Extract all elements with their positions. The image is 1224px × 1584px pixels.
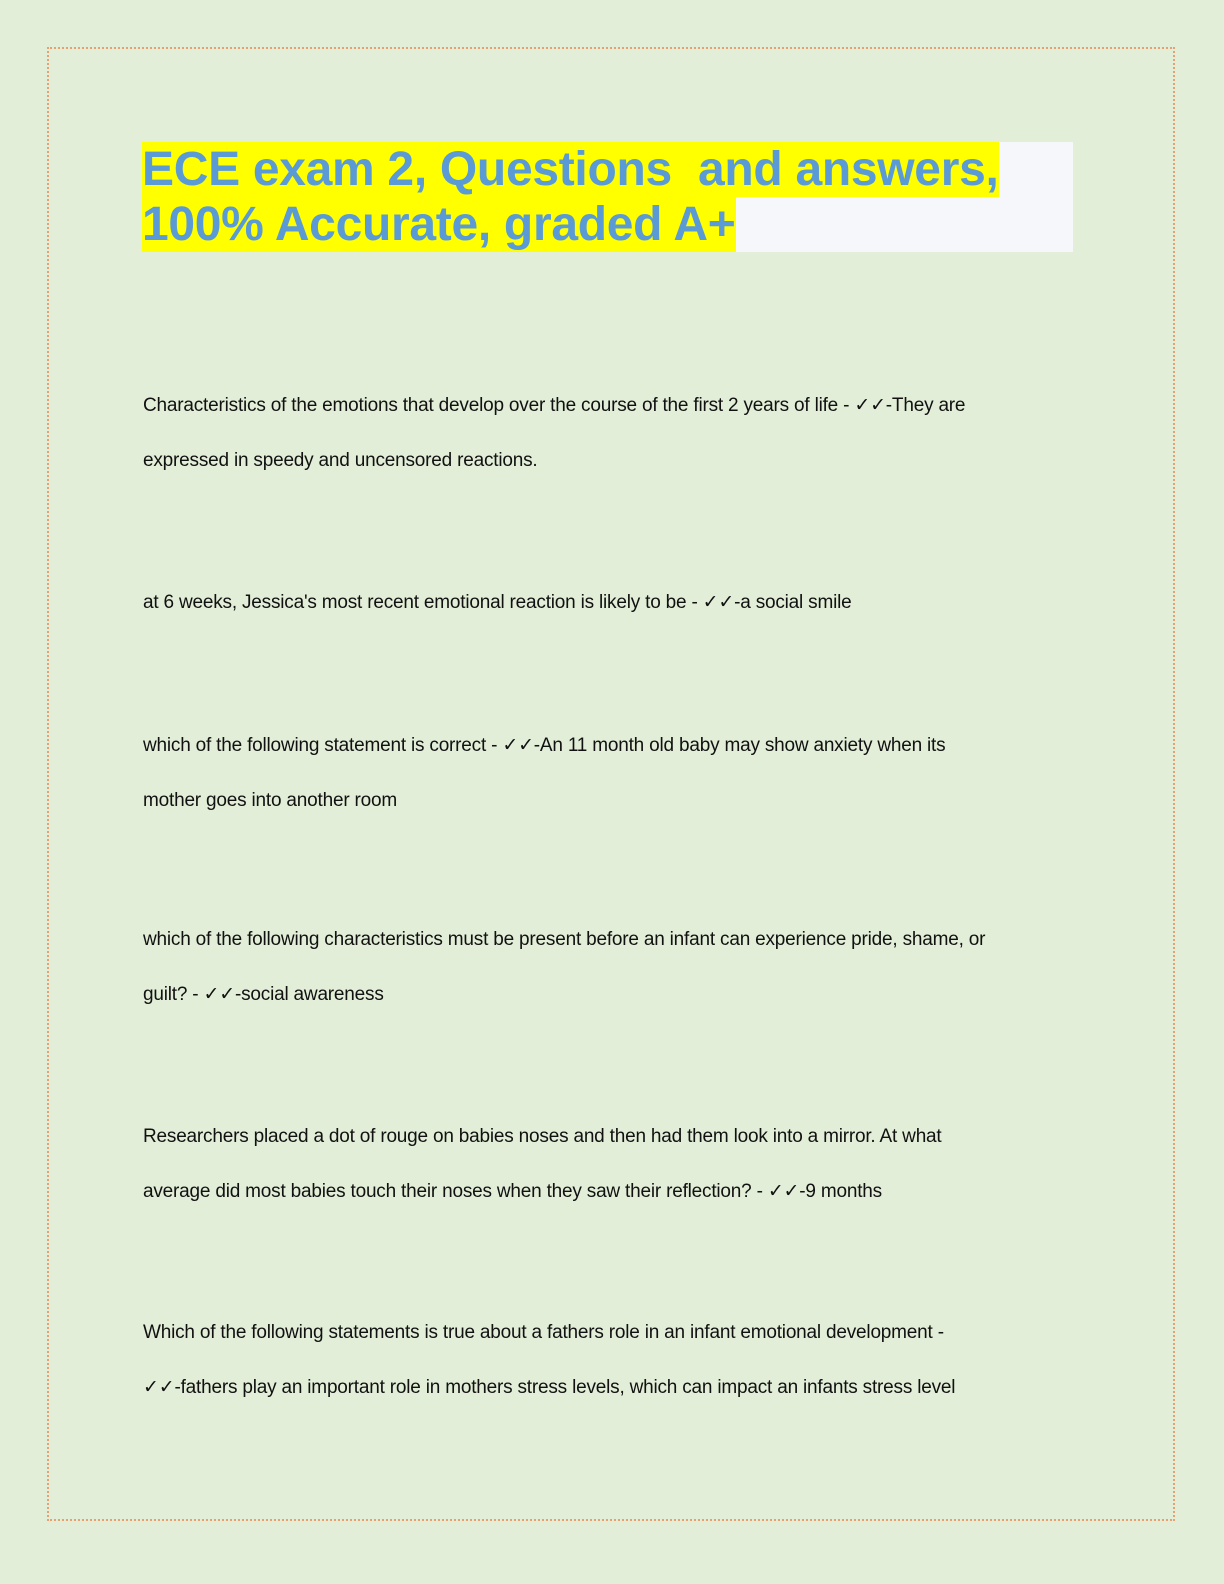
question-text: Researchers placed a dot of rouge on babies noses and then had them look into a mirror. At what — [143, 1126, 942, 1147]
question-text: average did most babies touch their noses when they saw their reflection? - — [143, 1181, 768, 1202]
qa-line — [143, 1109, 1073, 1164]
answer-text: -a social smile — [734, 592, 852, 613]
qa-line — [143, 378, 1073, 433]
answer-text: -An 11 month old baby may show anxiety when its — [533, 735, 946, 756]
qa-line — [143, 1305, 1073, 1360]
title-line-1: ECE exam 2, Questions and answers, — [142, 143, 999, 196]
question-text: Characteristics of the emotions that develop over the course of the first 2 years of life - — [143, 395, 855, 416]
qa-line — [143, 1164, 1073, 1219]
qa-line — [143, 773, 1073, 828]
double-check-icon: ✓✓ — [502, 734, 534, 756]
qa-item-6 — [143, 1305, 1073, 1415]
double-check-icon: ✓✓ — [143, 1376, 175, 1398]
qa-line — [143, 718, 1073, 773]
answer-text: -fathers play an important role in mothers stress levels, which can impact an infants stress level — [174, 1377, 956, 1398]
answer-text: -9 months — [799, 1181, 882, 1202]
answer-text: -They are — [885, 395, 966, 416]
answer-text: mother goes into another room — [143, 790, 398, 811]
qa-item-3 — [143, 718, 1073, 828]
qa-line — [143, 575, 1073, 630]
double-check-icon: ✓✓ — [702, 591, 735, 613]
qa-line — [143, 912, 1073, 967]
question-text: guilt? - — [143, 984, 204, 1005]
qa-line — [143, 1360, 1073, 1415]
answer-text: expressed in speedy and uncensored reactions. — [143, 450, 538, 471]
qa-item-2 — [143, 575, 1073, 630]
qa-item-1 — [143, 378, 1073, 488]
question-text: which of the following statement is correct - — [143, 735, 503, 756]
qa-line — [143, 967, 1073, 1022]
question-text: Which of the following statements is true about a fathers role in an infant emotional development - — [143, 1322, 944, 1343]
title-block — [142, 142, 1073, 252]
qa-item-4 — [143, 912, 1073, 1022]
double-check-icon: ✓✓ — [203, 983, 235, 1005]
qa-item-5 — [143, 1109, 1073, 1219]
answer-text: -social awareness — [234, 984, 384, 1005]
double-check-icon: ✓✓ — [854, 394, 886, 416]
question-text: which of the following characteristics must be present before an infant can experience pride, shame, or — [143, 929, 986, 950]
double-check-icon: ✓✓ — [767, 1180, 800, 1202]
question-text: at 6 weeks, Jessica's most recent emotional reaction is likely to be - — [143, 592, 703, 613]
title-line-2: 100% Accurate, graded A+ — [142, 198, 736, 251]
qa-line — [143, 433, 1073, 488]
